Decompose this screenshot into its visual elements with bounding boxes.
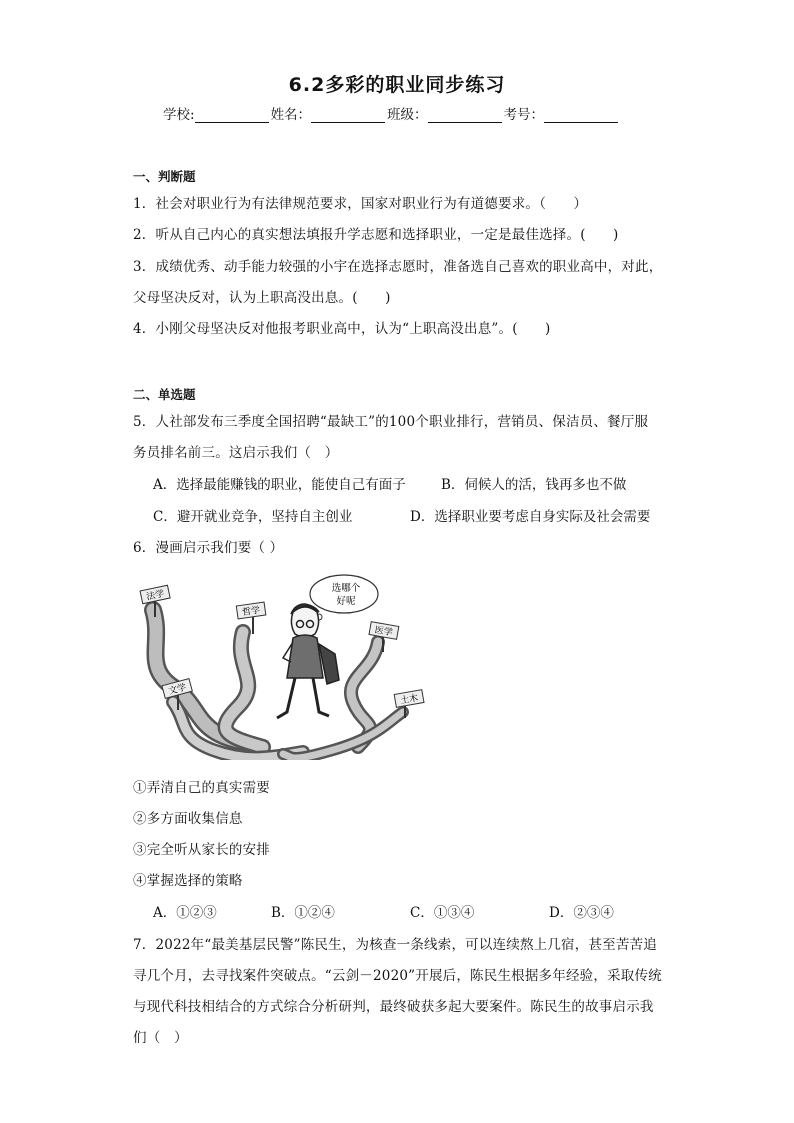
question-7-line-3: 与现代科技相结合的方式综合分析研判，最终破获多起大要案件。陈民生的故事启示我 bbox=[133, 999, 654, 1015]
section-heading-single-choice: 二、单选题 bbox=[133, 387, 196, 402]
number-label: 考号： bbox=[503, 107, 545, 123]
q6-item-2: ②多方面收集信息 bbox=[133, 811, 243, 827]
page-title: 6.2多彩的职业同步练习 bbox=[288, 74, 506, 96]
sign-medicine-label: 医学 bbox=[373, 625, 394, 639]
school-label: 学校: bbox=[163, 107, 195, 123]
class-blank[interactable] bbox=[428, 108, 502, 123]
number-blank[interactable] bbox=[544, 108, 618, 123]
name-label: 姓名： bbox=[270, 107, 312, 123]
career-choice-cartoon bbox=[133, 572, 425, 760]
sign-philosophy-label: 哲学 bbox=[241, 605, 261, 619]
q5-option-a[interactable]: A．选择最能赚钱的职业，能使自己有面子 bbox=[153, 477, 406, 493]
school-blank[interactable] bbox=[195, 108, 269, 123]
class-label: 班级： bbox=[387, 107, 428, 123]
q6-item-3: ③完全听从家长的安排 bbox=[133, 842, 270, 858]
sign-civil-engineering-label: 土木 bbox=[399, 693, 420, 707]
sign-literature-label: 文学 bbox=[167, 682, 188, 698]
q5-option-d[interactable]: D．选择职业要考虑自身实际及社会需要 bbox=[410, 509, 651, 525]
question-3-line-1: 3．成绩优秀、动手能力较强的小宇在选择志愿时，准备选自己喜欢的职业高中，对此， bbox=[133, 259, 663, 275]
question-5-line-1: 5．人社部发布三季度全国招聘“最缺工”的100个职业排行，营销员、保洁员、餐厅服 bbox=[133, 414, 649, 430]
q6-item-4: ④掌握选择的策略 bbox=[133, 873, 243, 889]
question-7-line-1: 7．2022年“最美基层民警”陈民生，为核查一条线索，可以连续熬上几宿，甚至苦苦追 bbox=[133, 937, 657, 953]
name-blank[interactable] bbox=[311, 108, 385, 123]
question-6: 6．漫画启示我们要（ ） bbox=[133, 540, 284, 556]
q6-option-d[interactable]: D．②③④ bbox=[549, 905, 614, 921]
bubble-line-2: 好呢 bbox=[336, 596, 356, 607]
question-4: 4．小刚父母坚决反对他报考职业高中，认为“上职高没出息”。( ) bbox=[133, 321, 551, 337]
question-7-line-4: 们（ ） bbox=[133, 1030, 188, 1046]
question-5-line-2: 务员排名前三。这启示我们（ ） bbox=[133, 445, 339, 461]
section-heading-judgement: 一、判断题 bbox=[133, 169, 196, 184]
q6-option-b[interactable]: B．①②④ bbox=[271, 905, 335, 921]
q6-option-a[interactable]: A．①②③ bbox=[153, 905, 217, 921]
student-info-line bbox=[163, 103, 620, 123]
sign-law-label: 法学 bbox=[145, 589, 166, 603]
question-2: 2．听从自己内心的真实想法填报升学志愿和选择职业，一定是最佳选择。( ) bbox=[133, 227, 619, 243]
q6-item-1: ①弄清自己的真实需要 bbox=[133, 780, 270, 796]
question-3-line-2: 父母坚决反对，认为上职高没出息。( ) bbox=[133, 290, 391, 306]
q6-option-c[interactable]: C．①③④ bbox=[410, 905, 475, 921]
bubble-line-1: 选哪个 bbox=[331, 583, 361, 594]
q5-option-c[interactable]: C．避开就业竞争，坚持自主创业 bbox=[153, 509, 353, 525]
q5-option-b[interactable]: B．伺候人的活，钱再多也不做 bbox=[441, 477, 627, 493]
question-1: 1．社会对职业行为有法律规范要求，国家对职业行为有道德要求。（ ） bbox=[133, 196, 588, 212]
question-7-line-2: 寻几个月，去寻找案件突破点。“云剑－2020”开展后，陈民生根据多年经验，采取传统 bbox=[133, 968, 662, 984]
